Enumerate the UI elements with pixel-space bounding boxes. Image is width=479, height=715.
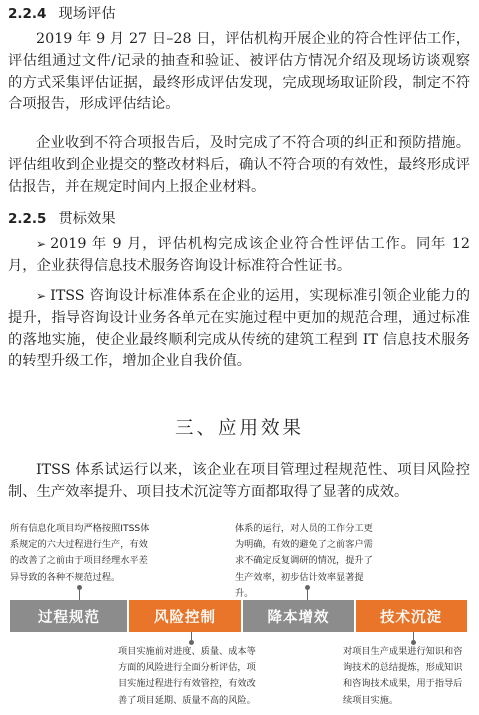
section-title: 现场评估 — [58, 6, 116, 22]
note-risk-control: 项目实施前对进度、质量、成本等方面的风险进行全面分析评估，项目实施过程进行有效管控，有效改善了项目延期、质量不高的风险。 — [118, 646, 256, 706]
segment-divider — [241, 600, 243, 632]
bullet-text: 2019 年 9 月，评估机构完成该企业符合性评估工作。同年 12 月，企业获得信息技术服务咨询设计标准符合性证书。 — [8, 236, 470, 274]
note-process-standardization: 所有信息化项目均严格按照ITSS体系规定的六大过程进行生产，有效的改善了之前由于项目经理水平差异导致的各种不规范过程。 — [10, 523, 150, 583]
bullet-item-certificate — [8, 234, 470, 278]
connector-line — [307, 589, 308, 600]
section-title: 贯标效果 — [58, 211, 116, 227]
effect-segment-process: 过程规范 — [10, 600, 128, 632]
paragraph-corrective-action: 企业收到不符合项报告后，及时完成了不符合项的纠正和预防措施。评估组收到企业提交的整改材料后，确认不符合项的有效性，最终形成评估报告，并在规定时间内上报企业材料。 — [8, 135, 470, 195]
segment-divider — [354, 600, 356, 632]
section-heading-2-2-4 — [8, 4, 116, 24]
section-heading-2-2-5 — [8, 209, 116, 229]
note-technology-accumulation: 对项目生产成果进行知识和咨询技术的总结提炼，形成知识和咨询技术成果，用于指导后续项目实施。 — [343, 646, 463, 706]
bullet-text: ITSS 咨询设计标准体系在企业的运用，实现标准引领企业能力的提升，指导咨询设计业务各单元在实施过程中更加的规范合理，通过标准的落地实施，使企业最终顺利完成从传统的建筑工程到 IT 信息技术服务的转型升级工作，增加企业自我价值。 — [8, 288, 470, 370]
effect-segment-risk: 风险控制 — [128, 600, 242, 632]
effect-segment-efficiency: 降本增效 — [242, 600, 355, 632]
effects-bar — [10, 600, 467, 632]
connector-line — [79, 589, 80, 600]
section-title-application-effects: 三、应用效果 — [174, 418, 304, 439]
arrow-bullet-icon: ➢ — [36, 237, 47, 251]
paragraph-onsite-assessment: 2019 年 9 月 27 日–28 日，评估机构开展企业的符合性评估工作，评估组通过文件/记录的抽查和验证、被评估方情况介绍及现场访谈观察的方式采集评估证据，最终形成评估发现，完成现场取证阶段，制定不符合项报告，形成评估结论。 — [8, 31, 470, 113]
segment-divider — [127, 600, 129, 632]
effect-segment-technology: 技术沉淀 — [355, 600, 467, 632]
arrow-bullet-icon: ➢ — [36, 289, 47, 303]
paragraph-effects-intro: ITSS 体系试运行以来，该企业在项目管理过程规范性、项目风险控制、生产效率提升、项目技术沉淀等方面都取得了显著的成效。 — [8, 462, 470, 500]
note-cost-efficiency: 体系的运行，对人员的工作分工更为明确，有效的避免了之前客户需求不确定反复调研的情况，提升了生产效率，初步估计效率显著提升。 — [235, 523, 373, 599]
section-number: 2.2.4 — [8, 6, 47, 22]
bullet-item-itss-application — [8, 286, 470, 373]
section-number: 2.2.5 — [8, 211, 47, 227]
